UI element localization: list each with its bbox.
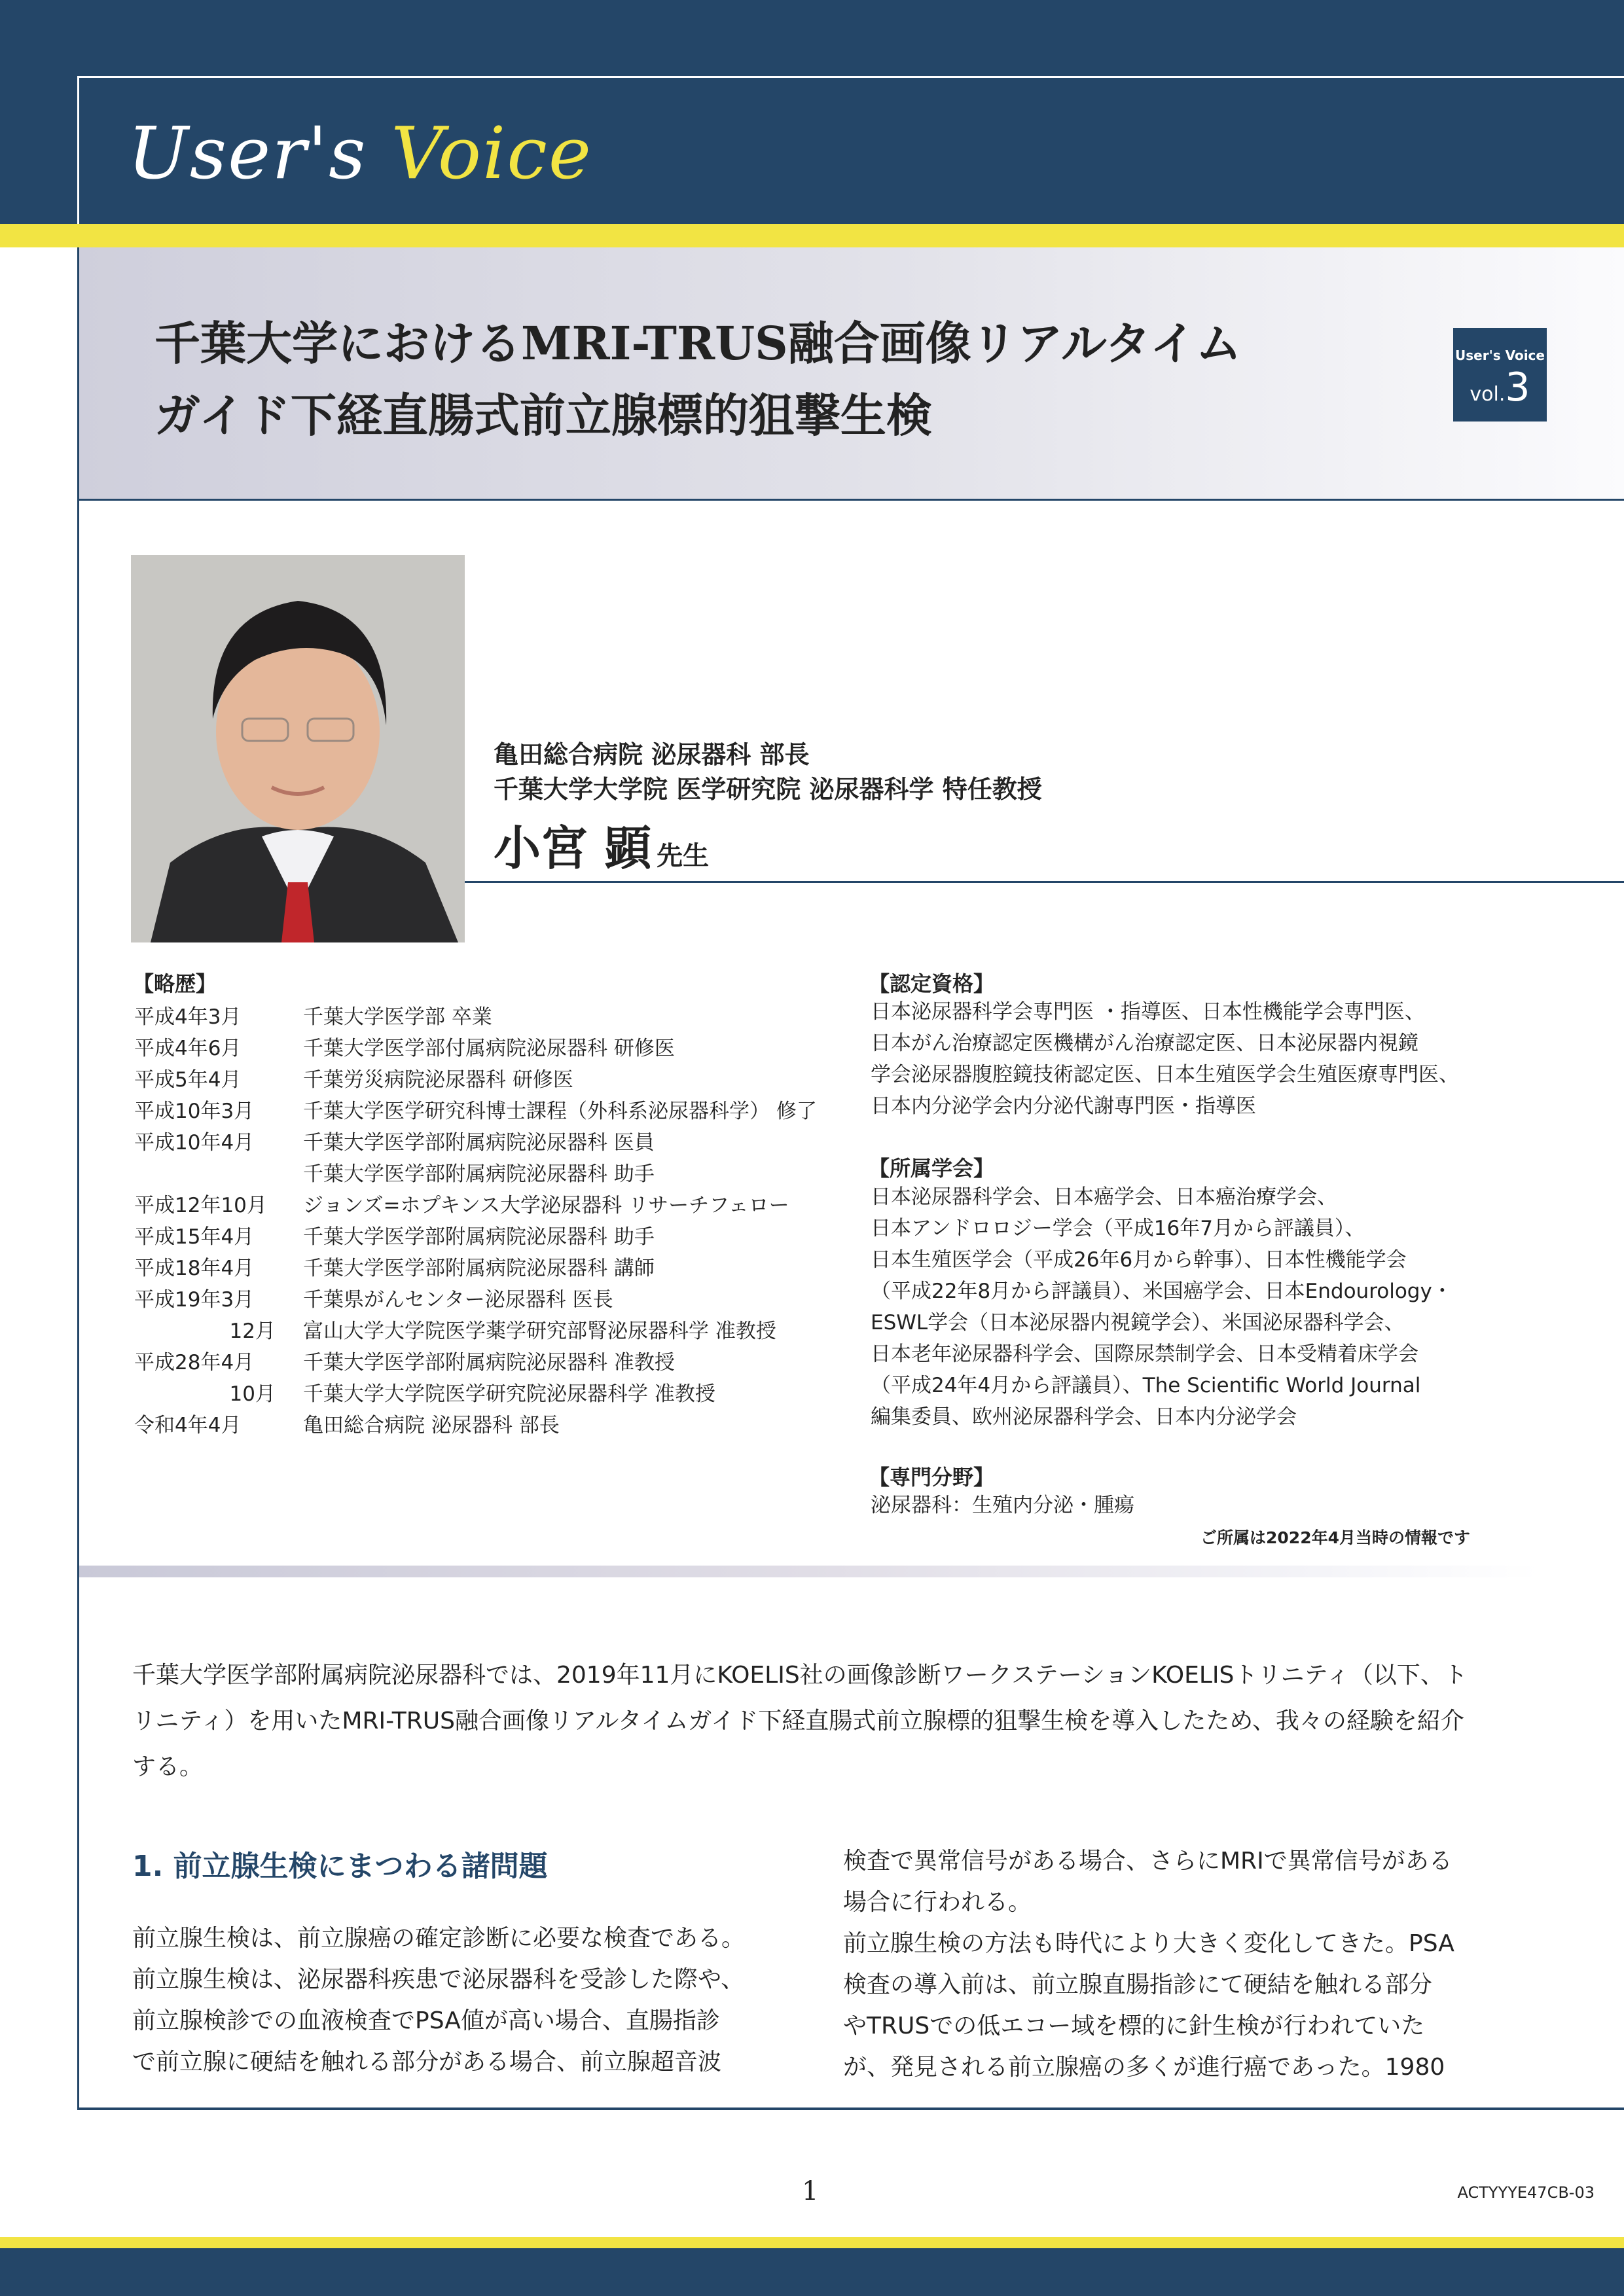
society-line: （平成24年4月から評議員）、The Scientific World Journal xyxy=(871,1374,1421,1397)
societies-list xyxy=(871,1181,1453,1433)
frame-line-top xyxy=(77,76,1624,78)
certification-line: 日本がん治療認定医機構がん治療認定医、日本泌尿器内視鏡 xyxy=(871,1031,1418,1055)
career-date: 平成5年4月 xyxy=(134,1068,242,1092)
career-row xyxy=(134,1064,817,1096)
career-date: 平成10年3月 xyxy=(134,1100,255,1123)
specialty-text: 泌尿器科：生殖内分泌・腫瘍 xyxy=(871,1494,1134,1517)
career-text: 千葉大学医学研究科博士課程（外科系泌尿器科学） 修了 xyxy=(303,1100,817,1123)
volume-badge-label: User's Voice xyxy=(1455,348,1545,363)
society-line: 日本アンドロロジー学会（平成16年7月から評議員）、 xyxy=(871,1217,1365,1240)
career-date: 平成4年3月 xyxy=(134,1005,242,1029)
career-text: 富山大学大学院医学薬学研究部腎泌尿器科学 准教授 xyxy=(303,1319,776,1343)
body-line: 前立腺生検の方法も時代により大きく変化してきた。PSA xyxy=(843,1930,1454,1957)
career-text: 千葉大学医学部附属病院泌尿器科 助手 xyxy=(303,1225,655,1249)
career-text: 千葉大学医学部附属病院泌尿器科 講師 xyxy=(303,1257,655,1280)
article-title xyxy=(154,308,1242,452)
certifications-list xyxy=(871,996,1459,1122)
body-line: が、発見される前立腺癌の多くが進行癌であった。1980 xyxy=(843,2054,1445,2081)
body-column-right xyxy=(843,1840,1478,2088)
career-text: 千葉県がんセンター泌尿器科 医長 xyxy=(303,1288,613,1312)
body-line: 前立腺生検は、泌尿器科疾患で泌尿器科を受診した際や、 xyxy=(132,1966,745,1993)
career-text: 千葉大学医学部附属病院泌尿器科 医員 xyxy=(303,1131,655,1155)
career-date: 平成4年6月 xyxy=(134,1037,242,1060)
career-list xyxy=(134,1001,817,1441)
career-date: 平成15年4月 xyxy=(134,1225,255,1249)
intro-paragraph: 千葉大学医学部附属病院泌尿器科では、2019年11月にKOELIS社の画像診断ワークステーションKOELISトリニティ（以下、トリニティ）を用いたMRI-TRUS融合画像リアルタイムガイド下経直腸式前立腺標的狙撃生検を導入したため、我々の経験を紹介する。 xyxy=(132,1662,1468,1780)
career-row xyxy=(134,1284,817,1316)
volume-badge xyxy=(1453,328,1547,422)
career-text: ジョンズ=ホプキンス大学泌尿器科 リサーチフェロー xyxy=(303,1194,789,1217)
name-divider xyxy=(465,881,1624,883)
career-date: 平成12年10月 xyxy=(134,1194,267,1217)
career-row xyxy=(134,1127,817,1158)
career-row xyxy=(134,1158,817,1190)
page-number: 1 xyxy=(802,2176,819,2206)
society-line: 日本老年泌尿器科学会、国際尿禁制学会、日本受精着床学会 xyxy=(871,1342,1418,1366)
footer-band xyxy=(0,2248,1624,2296)
society-line: 日本生殖医学会（平成26年6月から幹事）、日本性機能学会 xyxy=(871,1248,1407,1272)
career-date: 12月 xyxy=(229,1319,276,1343)
career-date xyxy=(134,1158,303,1190)
affiliation-primary: 亀田総合病院 泌尿器科 部長 xyxy=(494,740,810,769)
career-date: 平成28年4月 xyxy=(134,1351,255,1374)
career-text: 千葉大学医学部附属病院泌尿器科 助手 xyxy=(303,1162,655,1186)
career-row xyxy=(134,1221,817,1253)
brand-title-part1: User's xyxy=(128,111,391,195)
career-row xyxy=(134,1190,817,1221)
brand-title-part2: Voice xyxy=(391,111,592,195)
career-date: 平成18年4月 xyxy=(134,1257,255,1280)
section-gradient-divider xyxy=(79,1566,1539,1577)
article-title-line1: 千葉大学におけるMRI-TRUS融合画像リアルタイム xyxy=(154,316,1242,370)
portrait-illustration xyxy=(131,555,465,942)
career-date: 10月 xyxy=(229,1382,276,1406)
career-heading: 【略歴】 xyxy=(133,971,217,996)
society-line: ESWL学会（日本泌尿器内視鏡学会）、米国泌尿器科学会、 xyxy=(871,1311,1405,1335)
career-row xyxy=(134,1096,817,1127)
certification-line: 日本泌尿器科学会専門医 ・指導医、日本性機能学会専門医、 xyxy=(871,1000,1425,1024)
career-date: 令和4年4月 xyxy=(134,1414,242,1437)
frame-line-bottom xyxy=(77,2108,1624,2110)
body-column-left xyxy=(132,1918,767,2083)
career-row xyxy=(134,1347,817,1378)
body-line: で前立腺に硬結を触れる部分がある場合、前立腺超音波 xyxy=(132,2049,722,2075)
career-row xyxy=(134,1001,817,1033)
article-title-line2: ガイド下経直腸式前立腺標的狙撃生検 xyxy=(154,388,932,442)
doctor-portrait-photo xyxy=(131,555,465,942)
career-text: 千葉大学医学部付属病院泌尿器科 研修医 xyxy=(303,1037,675,1060)
certifications-heading: 【認定資格】 xyxy=(869,971,995,996)
body-line: 検査で異常信号がある場合、さらにMRIで異常信号がある xyxy=(843,1848,1453,1874)
yellow-stripe-top xyxy=(0,224,1624,247)
brand-title xyxy=(128,111,592,195)
career-text: 亀田総合病院 泌尿器科 部長 xyxy=(303,1414,560,1437)
body-line: 場合に行われる。 xyxy=(843,1889,1032,1916)
document-code: ACTYYYE47CB-03 xyxy=(1457,2183,1595,2202)
doctor-name-text: 小宮 顕 xyxy=(494,821,652,876)
career-row xyxy=(134,1033,817,1064)
affiliation-date-note: ご所属は2022年4月当時の情報です xyxy=(1200,1528,1470,1547)
volume-badge-number xyxy=(1453,365,1547,410)
society-line: 編集委員、欧州泌尿器科学会、日本内分泌学会 xyxy=(871,1405,1297,1429)
body-line: 前立腺生検は、前立腺癌の確定診断に必要な検査である。 xyxy=(132,1925,746,1952)
career-row xyxy=(134,1316,817,1347)
society-line: 日本泌尿器科学会、日本癌学会、日本癌治療学会、 xyxy=(871,1185,1337,1209)
career-text: 千葉労災病院泌尿器科 研修医 xyxy=(303,1068,573,1092)
certification-line: 日本内分泌学会内分泌代謝専門医・指導医 xyxy=(871,1094,1256,1118)
career-text: 千葉大学医学部 卒業 xyxy=(303,1005,492,1029)
frame-line-left xyxy=(77,247,79,2108)
career-text: 千葉大学大学院医学研究院泌尿器科学 准教授 xyxy=(303,1382,715,1406)
career-date: 平成10年4月 xyxy=(134,1131,255,1155)
career-row xyxy=(134,1253,817,1284)
career-date: 平成19年3月 xyxy=(134,1288,255,1312)
volume-prefix: vol. xyxy=(1470,383,1506,406)
body-line: やTRUSでの低エコー域を標的に針生検が行われていた xyxy=(843,2013,1425,2039)
body-line: 検査の導入前は、前立腺直腸指診にて硬結を触れる部分 xyxy=(843,1971,1433,1998)
doctor-name xyxy=(494,810,709,878)
society-line: （平成22年8月から評議員）、米国癌学会、日本Endourology・ xyxy=(871,1280,1453,1303)
societies-heading: 【所属学会】 xyxy=(869,1156,995,1181)
certification-line: 学会泌尿器腹腔鏡技術認定医、日本生殖医学会生殖医療専門医、 xyxy=(871,1063,1459,1086)
section-1-title: 1. 前立腺生検にまつわる諸問題 xyxy=(132,1850,548,1883)
specialty-text-block xyxy=(871,1490,1134,1521)
specialty-heading: 【専門分野】 xyxy=(869,1465,995,1490)
affiliation-secondary: 千葉大学大学院 医学研究院 泌尿器科学 特任教授 xyxy=(494,775,1042,804)
doctor-honorific: 先生 xyxy=(657,841,710,871)
yellow-stripe-bottom xyxy=(0,2237,1624,2248)
frame-line-left-header xyxy=(77,76,79,247)
career-text: 千葉大学医学部附属病院泌尿器科 准教授 xyxy=(303,1351,675,1374)
volume-number: 3 xyxy=(1505,365,1530,410)
body-line: 前立腺検診での血液検査でPSA値が高い場合、直腸指診 xyxy=(132,2007,720,2034)
career-row xyxy=(134,1378,817,1410)
career-row xyxy=(134,1410,817,1441)
